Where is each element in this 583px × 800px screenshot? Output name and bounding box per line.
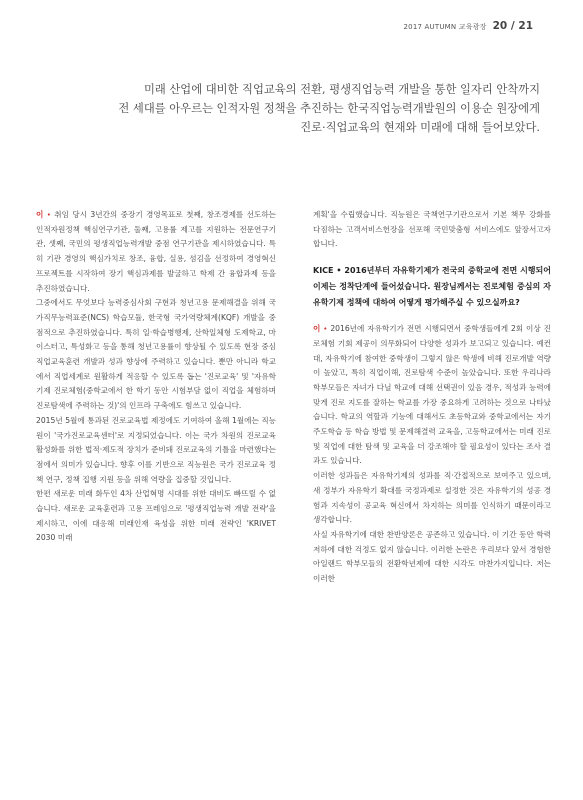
body-paragraph: 한편 새로운 미래 화두인 4차 산업혁명 시대를 위한 대비도 빠뜨릴 수 없습니다. 새로운 교육훈련과 고용 프레임으로 '평생직업능력 개발 전략'을 제시하고, 이에 대응해 미래인재 육성을 위한 미래 전략인 'KRIVET 2030 미래 xyxy=(36,489,276,543)
bullet-dot: • xyxy=(46,211,51,219)
page-header xyxy=(404,20,533,32)
question-text: 2016년부터 자유학기제가 전국의 중학교에 전면 시행되어 이제는 정착단계에 들어섰습니다. 원장님께서는 진로체험 중심의 자유학기제 정책에 대하여 어떻게 평가해주실 수 있으실까요? xyxy=(313,266,551,308)
answer-paragraph xyxy=(313,322,551,469)
intro-line: 미래 산업에 대비한 직업교육의 전환, 평생직업능력 개발을 통한 일자리 안착까지 xyxy=(143,83,540,96)
intro-line: 진로·직업교육의 현재와 미래에 대해 들어보았다. xyxy=(300,121,540,134)
body-paragraph: 이러한 성과들은 자유학기제의 성과를 직·간접적으로 보여주고 있으며, 새 정부가 자유학기 확대를 국정과제로 설정한 것은 자유학기의 성공 경험과 지속성이 공교육 혁신에서 차지하는 의미를 인식하기 때문이라고 생각합니다. xyxy=(313,471,551,525)
left-column xyxy=(36,208,276,546)
intro-lead xyxy=(40,80,540,137)
paragraph-text: 2016년에 자유학기가 전면 시행되면서 중학생들에게 2회 이상 진로체험 기회 제공이 의무화되어 다양한 성과가 보고되고 있습니다. 예컨대, 자유학기에 참여한 중학생이 그렇지 않은 학생에 비해 진로개발 역량이 높았고, 특히 직업이해, 진로탐색 수준이 높았습니다. 또한 우리나라 학부모들은 자녀가 다닐 학교에 대해 선택권이 있음 경우, 적성과 능력에 맞게 진로 지도를 잘하는 학교를 가장 중요하게 고려하는 것으로 나타났습니다. 학교의 역할과 기능에 대해서도 초등학교와 중학교에서는 자기주도학습 등 학습 방법 및 문제해결력 교육을, 고등학교에서는 미래 진로 및 직업에 대한 탐색 및 교육을 더 강조해야 할 필요성이 있다는 조사 결과도 있습니다. xyxy=(313,324,551,466)
continued-paragraph: 계획'을 수립했습니다. 직능원은 국책연구기관으로서 기본 책무 강화를 다짐하는 고객서비스헌장을 선포해 국민맞춤형 서비스에도 앞장서고자 합니다. xyxy=(313,210,551,249)
bullet-dot: • xyxy=(323,325,328,334)
issue-label: 2017 AUTUMN 교육광장 xyxy=(403,23,487,31)
paragraph-text: 취임 당시 3년간의 중장기 경영목표로 첫째, 창조경제를 선도하는 인적자원정책 핵심연구기관, 둘째, 고용률 제고를 지원하는 전문연구기관, 셋째, 국민의 평생직업능력개발 중점 연구기관을 제시하였습니다. 특히 기관 경영의 핵심가치로 창조, 융합, 실용, 섬김을 선정하여 경영혁신 프로젝트를 시작하여 장기 핵심과제를 발굴하고 학제 간 융합과제 등을 추진하였습니다. xyxy=(36,210,277,293)
right-column xyxy=(313,208,551,587)
body-paragraph: 그중에서도 무엇보다 능력중심사회 구현과 청년고용 문제해결을 위해 국가직무능력표준(NCS) 학습모듈, 한국형 국가역량체계(KQF) 개발을 중점적으로 추진하였습니다. 특히 일·학습병행제, 산학일체형 도제학교, 마이스터고, 특성화고 등을 통해 청년고용률이 향상될 수 있도록 현장 중심 직업교육훈련 개발과 성과 향상에 주력하고 있습니다. 뿐만 아니라 학교에서 직업세계로 원활하게 적응할 수 있도록 돕는 '진로교육' 및 '자유학기제 진로체험(중학교에서 한 학기 동안 시험부담 없이 직업을 체험하며 진로탐색에 주력하는 것)'의 인프라 구축에도 힘쓰고 있습니다. xyxy=(36,298,276,411)
question-label: KICE • xyxy=(313,266,342,276)
intro-line: 전 세대를 아우르는 인적자원 정책을 추진하는 한국직업능력개발원의 이용순 원장에게 xyxy=(118,102,540,115)
speaker-label: 이 xyxy=(313,324,321,334)
body-paragraph: 사실 자유학기에 대한 찬반양론은 공존하고 있습니다. 이 기간 동안 학력 저하에 대한 걱정도 없지 않습니다. 이러한 논란은 우리보다 앞서 경험한 아일랜드 학부모들의 전환학년제에 대한 시각도 마찬가지입니다. 저는 이러한 xyxy=(313,529,551,584)
page-numbers: 20 / 21 xyxy=(492,20,533,32)
answer-paragraph xyxy=(36,208,276,296)
interview-question xyxy=(313,263,551,311)
speaker-label: 이 xyxy=(36,210,44,219)
body-paragraph: 2015년 5월에 통과된 진로교육법 제정에도 기여하여 올해 1월에는 직능원이 '국가진로교육센터'로 지정되었습니다. 이는 국가 차원의 진로교육 활성화를 위한 법적·제도적 장치가 준비돼 진로교육의 기틀을 마련했다는 점에서 의미가 있습니다. 향후 이를 기반으로 직능원은 국가 진로교육 정책 연구, 정책 집행 지원 등을 위해 역량을 집중할 것입니다. xyxy=(36,415,276,484)
